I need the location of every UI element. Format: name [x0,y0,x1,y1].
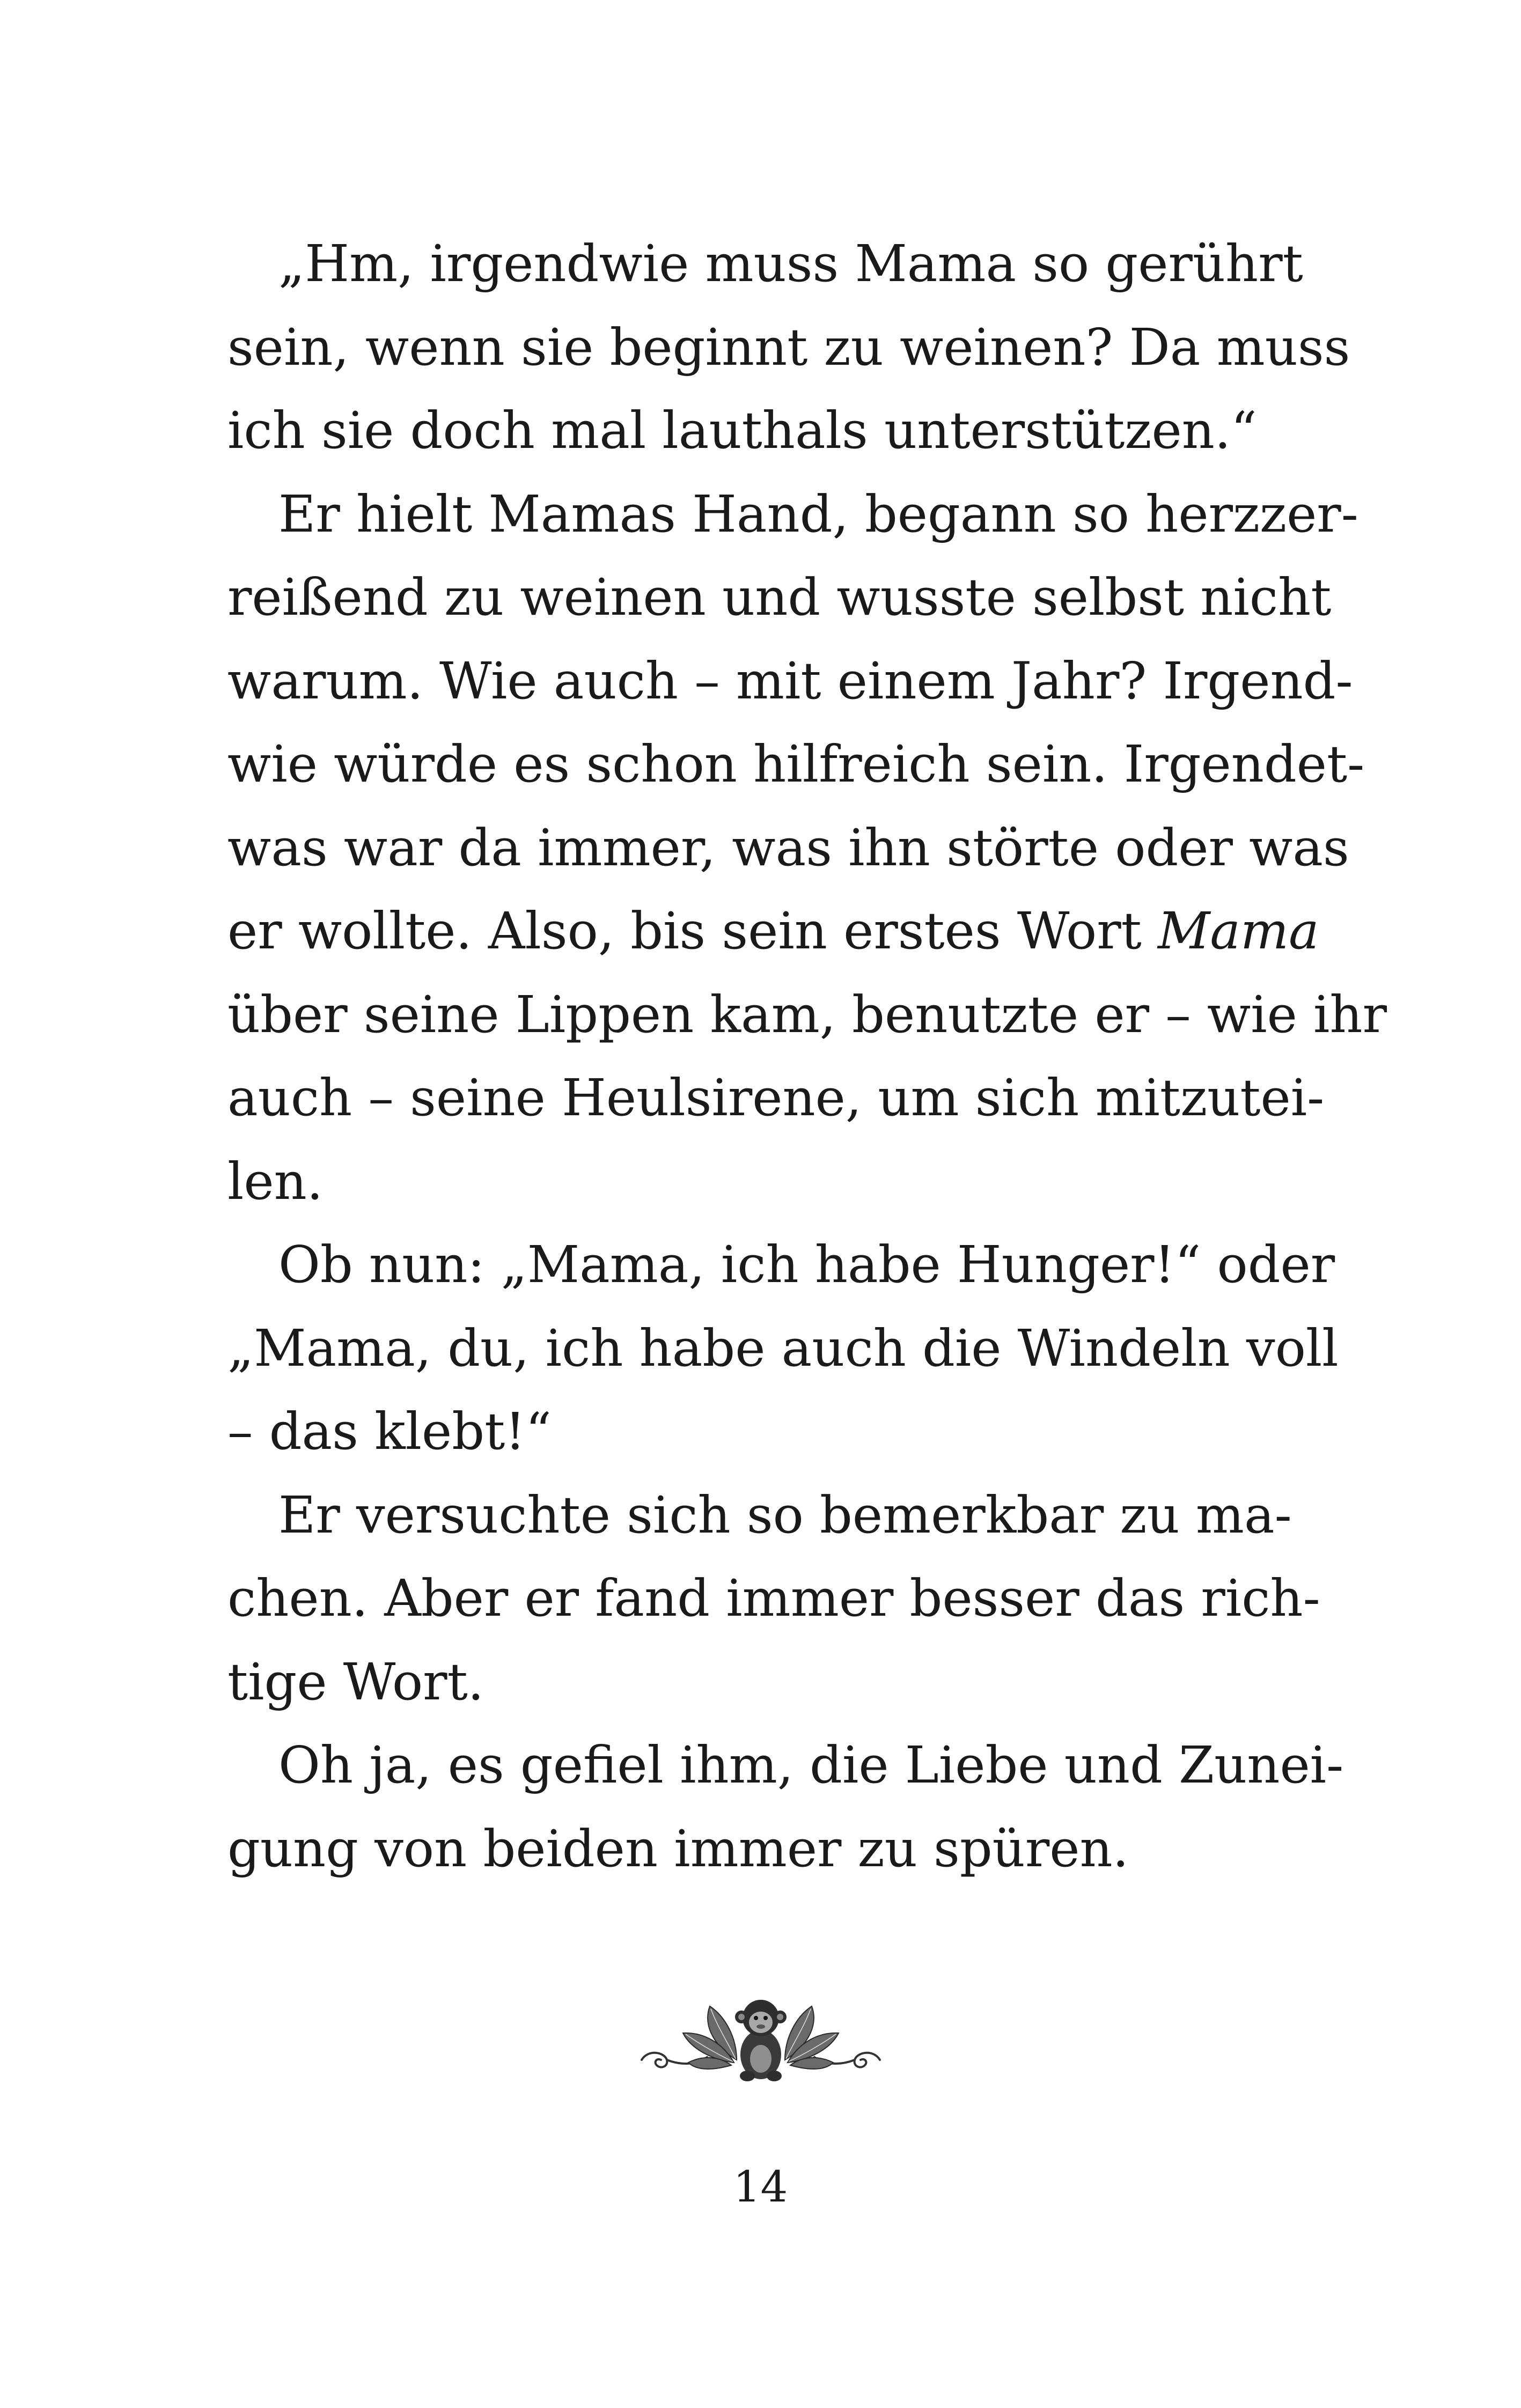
text-line: was war da immer, was ihn störte oder was [227,818,1349,878]
body-text [227,223,1387,1891]
text-line: ich sie doch mal lauthals unterstützen.“ [227,401,1257,460]
text-line: über seine Lippen kam, benutzte er – wie ihr [227,985,1387,1044]
text-line: Oh ja, es gefiel ihm, die Liebe und Zunei- [278,1736,1344,1795]
text-line: sein, wenn sie beginnt zu weinen? Da muss [227,318,1350,377]
text-line: len. [227,1152,323,1211]
text-line: tige Wort. [227,1652,484,1712]
page-number: 14 [733,2162,788,2212]
text-line: Ob nun: „Mama, ich habe Hunger!“ oder [278,1235,1335,1294]
italic-word: Mama [1158,902,1319,961]
text-line: „Mama, du, ich habe auch die Windeln voll [227,1319,1339,1378]
text-line: gung von beiden immer zu spüren. [227,1819,1129,1879]
text-line [227,890,1319,974]
text-line: auch – seine Heulsirene, um sich mitzutei- [227,1069,1325,1128]
text-line: „Hm, irgendwie muss Mama so gerührt [278,234,1303,293]
text-line: chen. Aber er fand immer besser das rich- [227,1569,1320,1628]
text-line: warum. Wie auch – mit einem Jahr? Irgend- [227,651,1353,711]
text-line: – das klebt!“ [227,1402,552,1461]
text-line: reißend zu weinen und wusste selbst nicht [227,568,1332,627]
monkey-with-leaves-ornament-icon [637,1985,884,2087]
text-line: Er hielt Mamas Hand, begann so herzzer- [278,484,1358,544]
text-line: Er versuchte sich so bemerkbar zu ma- [278,1485,1292,1545]
text-segment: er wollte. Also, bis sein erstes Wort [227,902,1142,961]
text-line: wie würde es schon hilfreich sein. Irgendet- [227,735,1365,794]
